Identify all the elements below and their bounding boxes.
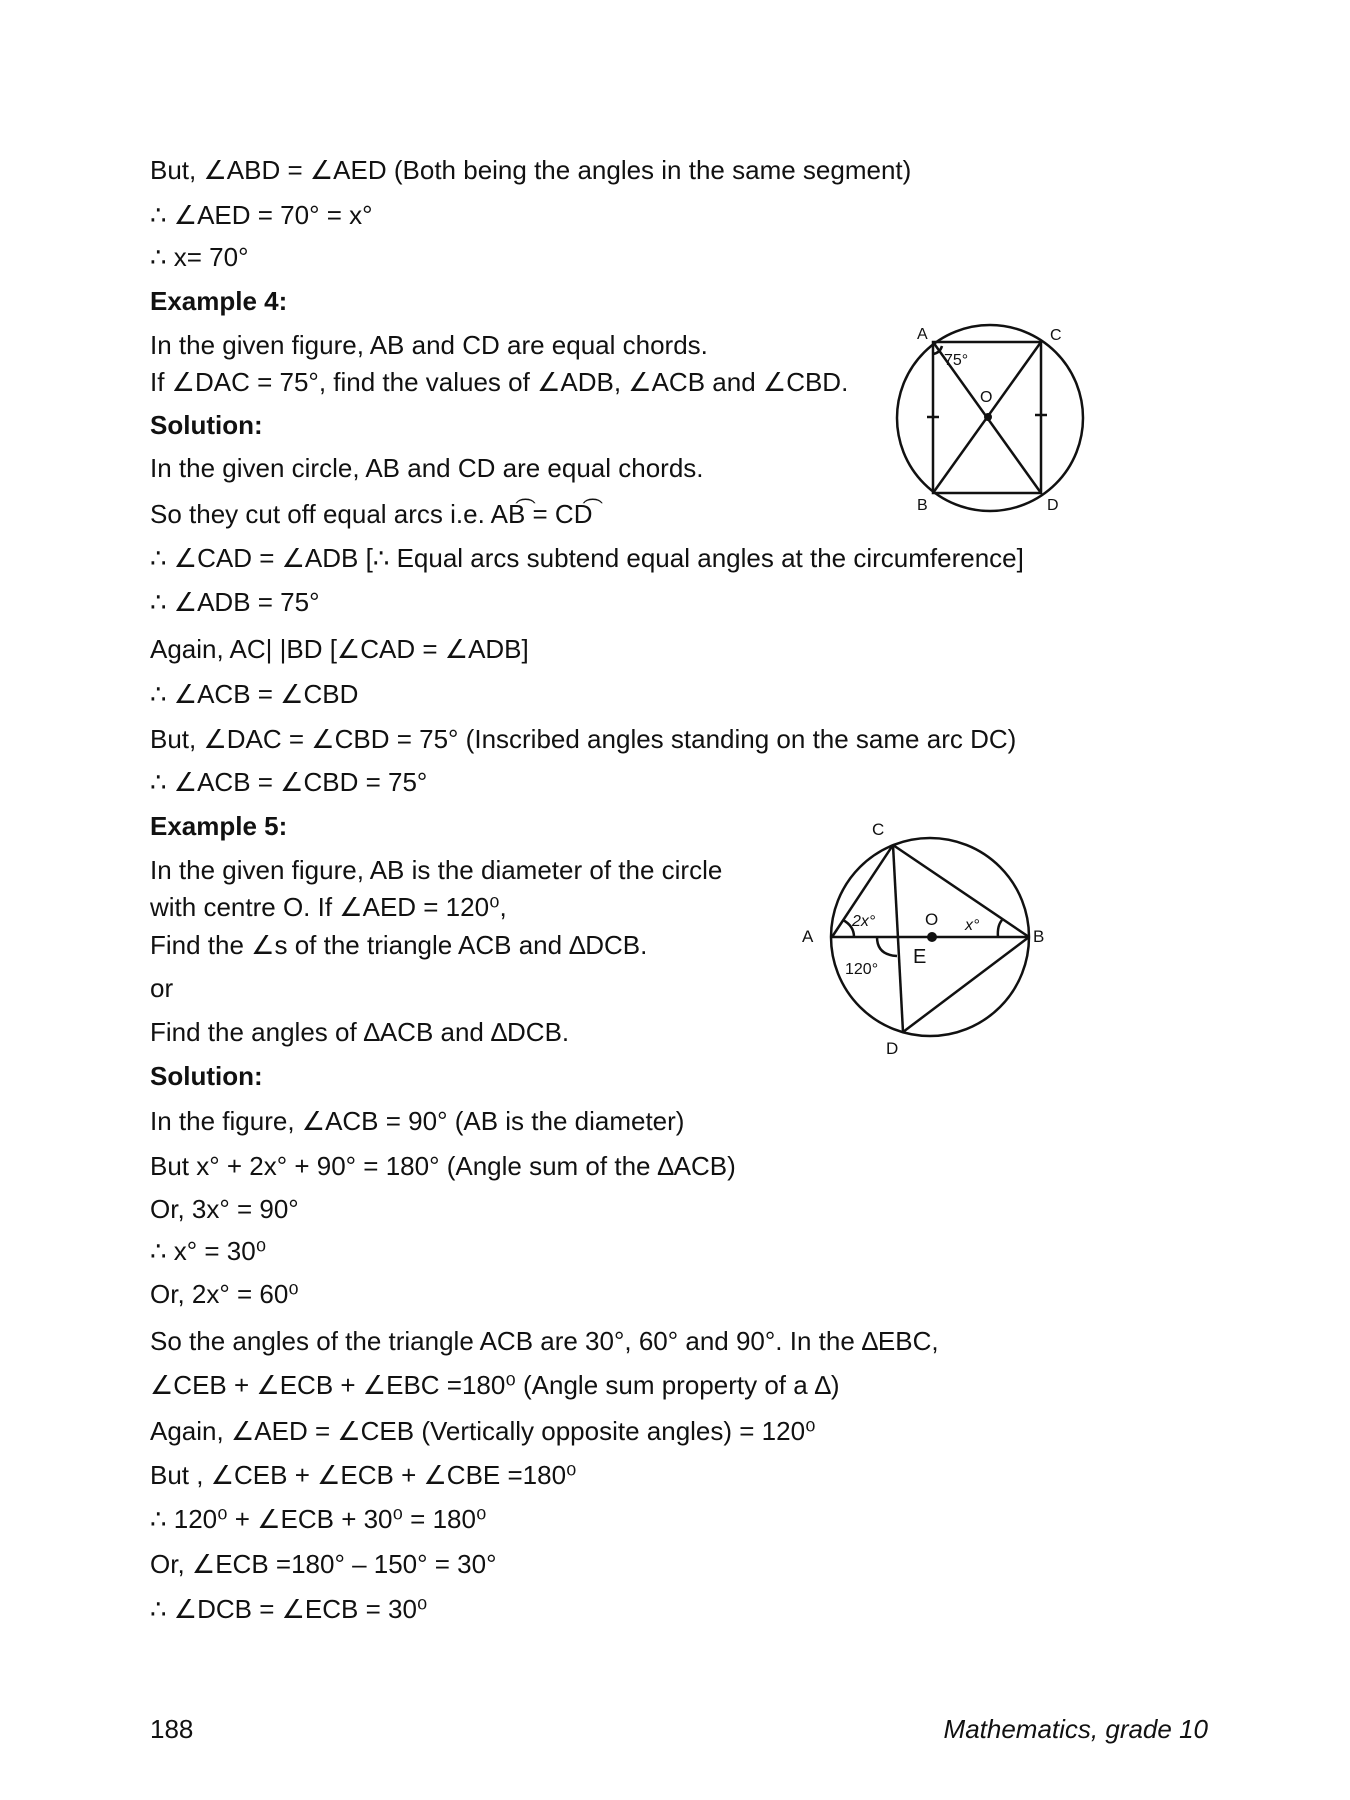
text-line: In the given figure, AB and CD are equal chords. [150, 330, 708, 360]
text-line: Or, 2x° = 60⁰ [150, 1279, 299, 1309]
text-line: ∠CEB + ∠ECB + ∠EBC =180⁰ (Angle sum property of a ∆) [150, 1370, 840, 1400]
text-line: But, ∠DAC = ∠CBD = 75° (Inscribed angles standing on the same arc DC) [150, 724, 1017, 754]
text-line: ∴ ∠ACB = ∠CBD [150, 679, 359, 709]
solution-heading: Solution: [150, 410, 263, 440]
text-line: Or, 3x° = 90° [150, 1194, 299, 1224]
label-b: B [917, 497, 928, 514]
label-a: A [917, 326, 928, 343]
text-line: But x° + 2x° + 90° = 180° (Angle sum of the ∆ACB) [150, 1151, 736, 1181]
label-o: O [980, 389, 993, 406]
text-line: Or, ∠ECB =180° – 150° = 30° [150, 1549, 497, 1579]
figure-diameter [780, 800, 1080, 1080]
label-e: E [913, 946, 927, 968]
text-line: ∴ 120⁰ + ∠ECB + 30⁰ = 180⁰ [150, 1504, 487, 1534]
angle-label-120: 120° [845, 961, 879, 978]
label-b: B [1033, 927, 1045, 946]
angle-label: 75° [944, 352, 969, 369]
text-line: with centre O. If ∠AED = 120⁰, [150, 892, 507, 922]
text-line: So the angles of the triangle ACB are 30°, 60° and 90°. In the ∆EBC, [150, 1326, 939, 1356]
example-heading: Example 4: [150, 286, 288, 316]
angle-label-x: x° [965, 917, 980, 934]
label-c: C [872, 820, 885, 839]
text-line: ∴ ∠CAD = ∠ADB [∴ Equal arcs subtend equal angles at the circumference] [150, 543, 1024, 573]
text-line: Again, ∠AED = ∠CEB (Vertically opposite angles) = 120⁰ [150, 1416, 816, 1446]
text-line: or [150, 973, 174, 1003]
label-c: C [1050, 327, 1062, 344]
text-line: But, ∠ABD = ∠AED (Both being the angles in the same segment) [150, 155, 912, 185]
book-title: Mathematics, grade 10 [943, 1714, 1208, 1744]
center-point [927, 932, 937, 942]
text-line: ∴ x= 70° [150, 242, 249, 272]
text-line: ∴ ∠ACB = ∠CBD = 75° [150, 767, 428, 797]
example-heading: Example 5: [150, 811, 288, 841]
label-o: O [925, 910, 939, 929]
label-d: D [1047, 497, 1059, 514]
text-line: So they cut off equal arcs i.e. AB͡ = CD͡ [150, 499, 593, 529]
angle-label-2x: 2x° [852, 913, 876, 930]
text-line: Again, AC| |BD [∠CAD = ∠ADB] [150, 634, 529, 664]
center-point [984, 413, 992, 421]
figure-equal-chords [880, 310, 1120, 530]
text-line: In the given figure, AB is the diameter of the circle [150, 855, 723, 885]
text-line: In the figure, ∠ACB = 90° (AB is the diameter) [150, 1106, 685, 1136]
page-number: 188 [150, 1714, 194, 1744]
text-line: Find the angles of ∆ACB and ∆DCB. [150, 1017, 570, 1047]
solution-heading: Solution: [150, 1061, 263, 1091]
text-line: ∴ x° = 30⁰ [150, 1236, 267, 1266]
text-line: If ∠DAC = 75°, find the values of ∠ADB, ∠ACB and ∠CBD. [150, 367, 849, 397]
text-line: ∴ ∠ADB = 75° [150, 587, 320, 617]
text-line: Find the ∠s of the triangle ACB and ∆DCB. [150, 930, 648, 960]
text-line: ∴ ∠DCB = ∠ECB = 30⁰ [150, 1594, 428, 1624]
label-a: A [802, 927, 814, 946]
text-line: But , ∠CEB + ∠ECB + ∠CBE =180⁰ [150, 1460, 577, 1490]
label-d: D [886, 1039, 899, 1058]
text-line: ∴ ∠AED = 70° = x° [150, 200, 373, 230]
text-line: In the given circle, AB and CD are equal chords. [150, 453, 704, 483]
